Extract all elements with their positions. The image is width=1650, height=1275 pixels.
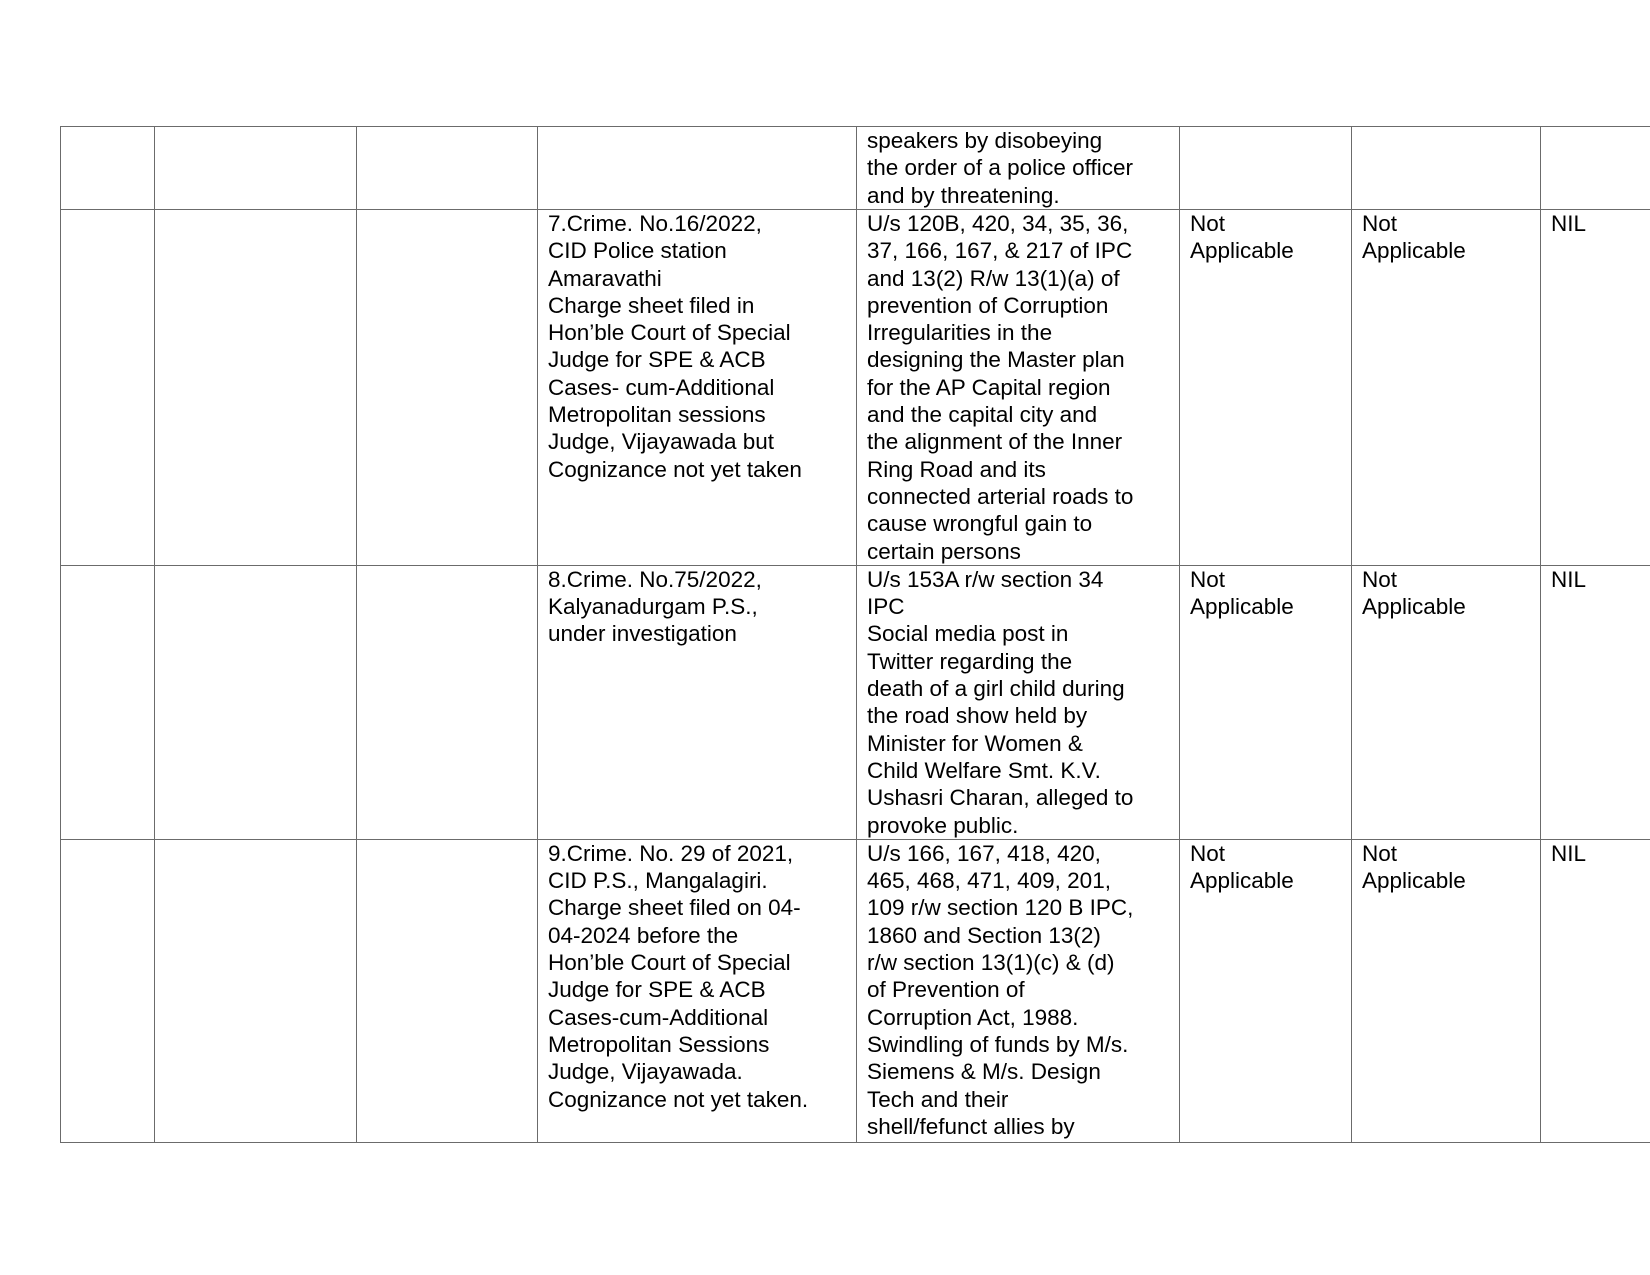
table-cell-col2 [155,839,357,1142]
table-cell-col2 [155,565,357,839]
table-cell-col7: Not Applicable [1352,565,1541,839]
table-cell-col3 [357,210,538,566]
table-cell-col2 [155,210,357,566]
table-cell-col1 [61,839,155,1142]
table-cell-case-details: 7.Crime. No.16/2022, CID Police station Amaravathi Charge sheet filed in Hon’ble Court of Special Judge for SPE & ACB Cases- cum-Additional Metropolitan sessions Judge, Vijayawada but Cognizance not yet taken [538,210,857,566]
table-cell-sections-description: U/s 120B, 420, 34, 35, 36, 37, 166, 167, & 217 of IPC and 13(2) R/w 13(1)(a) of prevention of Corruption Irregularities in the designing the Master plan for the AP Capital region and the capital city and the alignment of the Inner Ring Road and its connected arterial roads to cause wrongful gain to certain persons [857,210,1180,566]
table-cell-col1 [61,127,155,210]
table-cell-col6: Not Applicable [1180,210,1352,566]
table-cell-col1 [61,210,155,566]
table-cell-col1 [61,565,155,839]
table-cell-col6: Not Applicable [1180,839,1352,1142]
table-cell-sections-description: speakers by disobeying the order of a police officer and by threatening. [857,127,1180,210]
table-row [61,565,1650,839]
table-cell-case-details: 8.Crime. No.75/2022, Kalyanadurgam P.S., under investigation [538,565,857,839]
table-cell-sections-description: U/s 166, 167, 418, 420, 465, 468, 471, 409, 201, 109 r/w section 120 B IPC, 1860 and Section 13(2) r/w section 13(1)(c) & (d) of Prevention of Corruption Act, 1988. Swindling of funds by M/s. Siemens & M/s. Design Tech and their shell/fefunct allies by [857,839,1180,1142]
table-cell-col2 [155,127,357,210]
table-cell-col7 [1352,127,1541,210]
table-cell-col3 [357,127,538,210]
table-cell-col8: NIL [1541,839,1650,1142]
table-row [61,839,1650,1142]
table-cell-case-details: 9.Crime. No. 29 of 2021, CID P.S., Mangalagiri. Charge sheet filed on 04- 04-2024 before the Hon’ble Court of Special Judge for SPE & ACB Cases-cum-Additional Metropolitan Sessions Judge, Vijayawada. Cognizance not yet taken. [538,839,857,1142]
table-cell-col3 [357,839,538,1142]
table-cell-col7: Not Applicable [1352,210,1541,566]
table-row [61,127,1650,210]
table-cell-case-details [538,127,857,210]
table-cell-col8: NIL [1541,565,1650,839]
cases-table [60,126,1650,1143]
table-cell-col8 [1541,127,1650,210]
table-cell-sections-description: U/s 153A r/w section 34 IPC Social media post in Twitter regarding the death of a girl child during the road show held by Minister for Women & Child Welfare Smt. K.V. Ushasri Charan, alleged to provoke public. [857,565,1180,839]
table-row [61,210,1650,566]
table-cell-col6 [1180,127,1352,210]
table-cell-col7: Not Applicable [1352,839,1541,1142]
table-cell-col8: NIL [1541,210,1650,566]
table-cell-col6: Not Applicable [1180,565,1352,839]
table-cell-col3 [357,565,538,839]
